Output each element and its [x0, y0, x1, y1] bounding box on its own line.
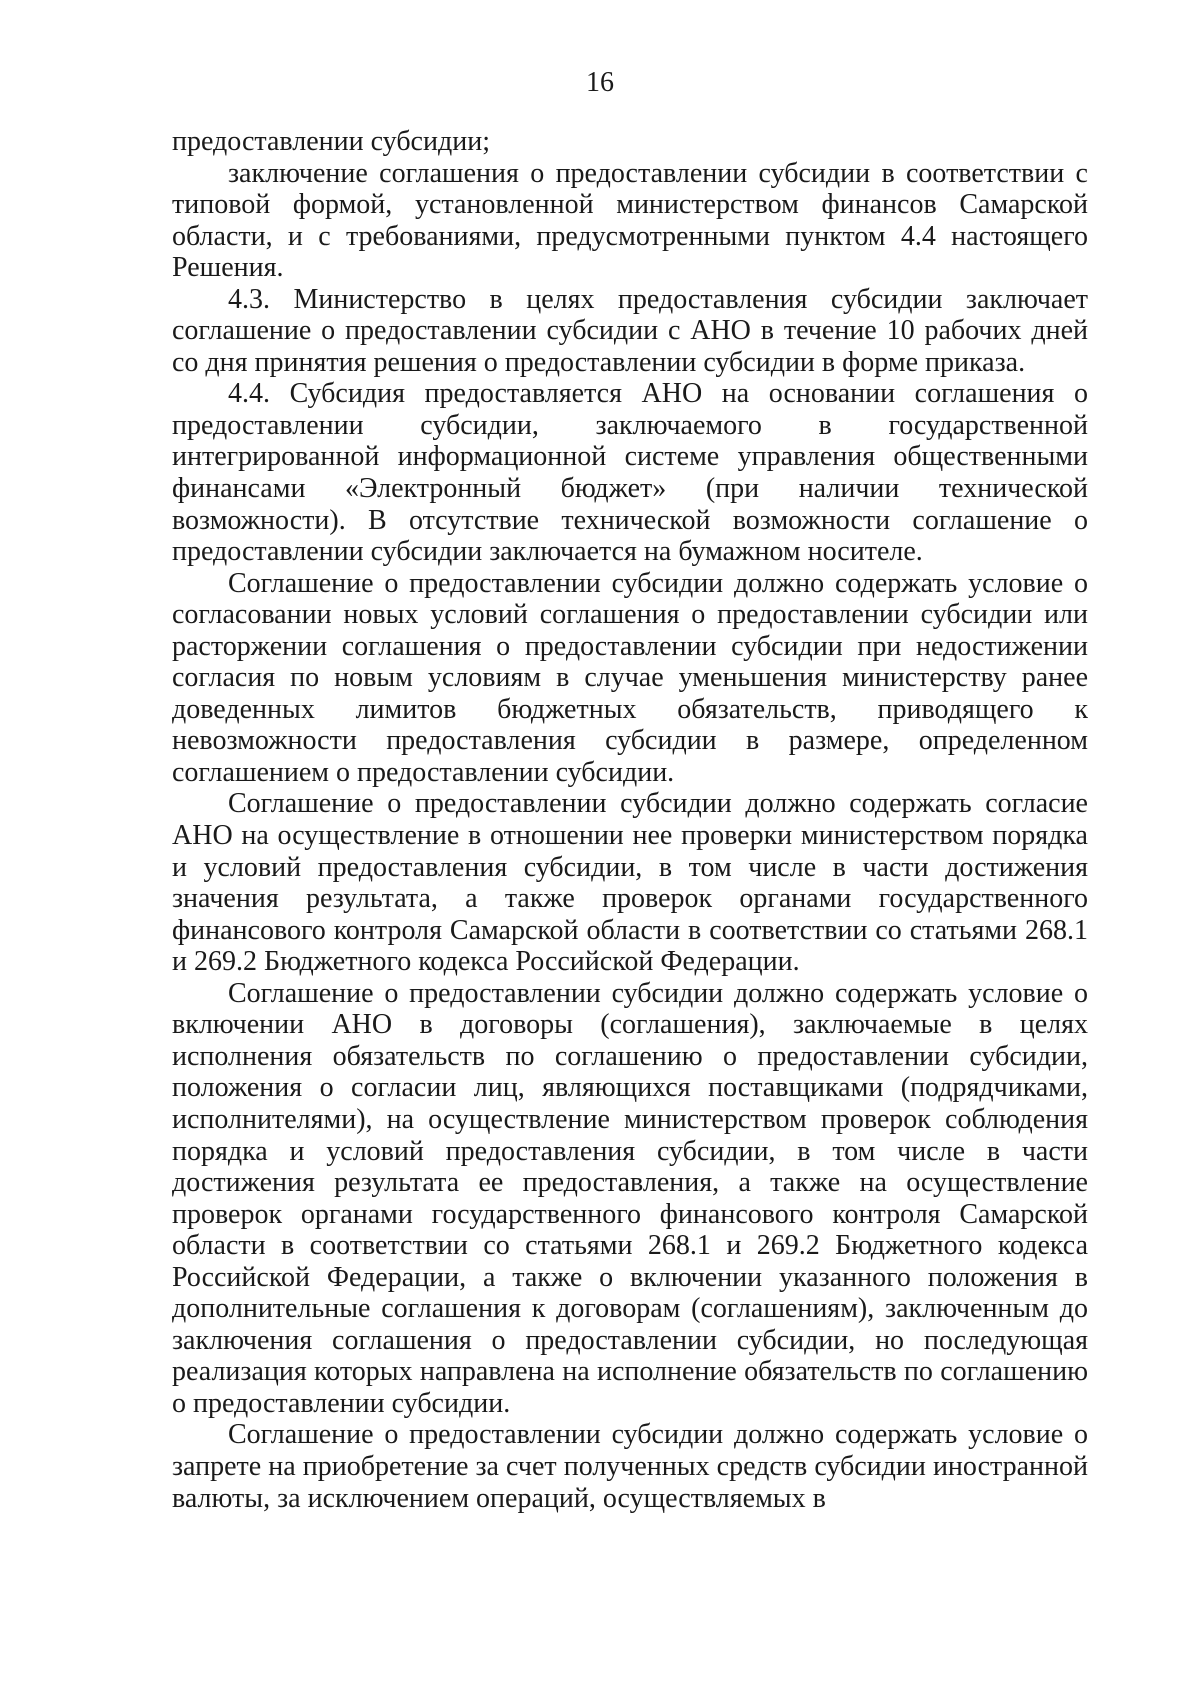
paragraph: 4.3. Министерство в целях предоставления субсидии заключает соглашение о предоставлении субсидии с АНО в течение 10 рабочих дней со дня принятия решения о предоставлении субсидии в форме приказа. [172, 283, 1088, 378]
paragraph: Соглашение о предоставлении субсидии должно содержать условие о включении АНО в договоры (соглашения), заключаемые в целях исполнения обязательств по соглашению о предоставлении субсидии, положения о согласии лиц, являющихся поставщиками (подрядчиками, исполнителями), на осуществление министерством проверок соблюдения порядка и условий предоставления субсидии, в том числе в части достижения результата ее предоставления, а также на осуществление проверок органами государственного финансового контроля Самарской области в соответствии со статьями 268.1 и 269.2 Бюджетного кодекса Российской Федерации, а также о включении указанного положения в дополнительные соглашения к договорам (соглашениям), заключенным до заключения соглашения о предоставлении субсидии, но последующая реализация которых направлена на исполнение обязательств по соглашению о предоставлении субсидии. [172, 977, 1088, 1419]
paragraph: Соглашение о предоставлении субсидии должно содержать согласие АНО на осуществление в отношении нее проверки министерством порядка и условий предоставления субсидии, в том числе в части достижения значения результата, а также проверок органами государственного финансового контроля Самарской области в соответствии со статьями 268.1 и 269.2 Бюджетного кодекса Российской Федерации. [172, 788, 1088, 978]
page-number: 16 [586, 67, 614, 98]
paragraph: 4.4. Субсидия предоставляется АНО на основании соглашения о предоставлении субсидии, заключаемого в государственной интегрированной информационной системе управления общественными финансами «Электронный бюджет» (при наличии технической возможности). В отсутствие технической возможности соглашение о предоставлении субсидии заключается на бумажном носителе. [172, 378, 1088, 568]
paragraph: заключение соглашения о предоставлении субсидии в соответствии с типовой формой, установленной министерством финансов Самарской области, и с требованиями, предусмотренными пунктом 4.4 настоящего Решения. [172, 157, 1088, 284]
paragraph: Соглашение о предоставлении субсидии должно содержать условие о согласовании новых условий соглашения о предоставлении субсидии или расторжении соглашения о предоставлении субсидии при недостижении согласия по новым условиям в случае уменьшения министерству ранее доведенных лимитов бюджетных обязательств, приводящего к невозможности предоставления субсидии в размере, определенном соглашением о предоставлении субсидии. [172, 567, 1088, 788]
document-body [172, 126, 1088, 1514]
paragraph: предоставлении субсидии; [172, 126, 490, 157]
paragraph: Соглашение о предоставлении субсидии должно содержать условие о запрете на приобретение за счет полученных средств субсидии иностранной валюты, за исключением операций, осуществляемых в [172, 1419, 1088, 1514]
